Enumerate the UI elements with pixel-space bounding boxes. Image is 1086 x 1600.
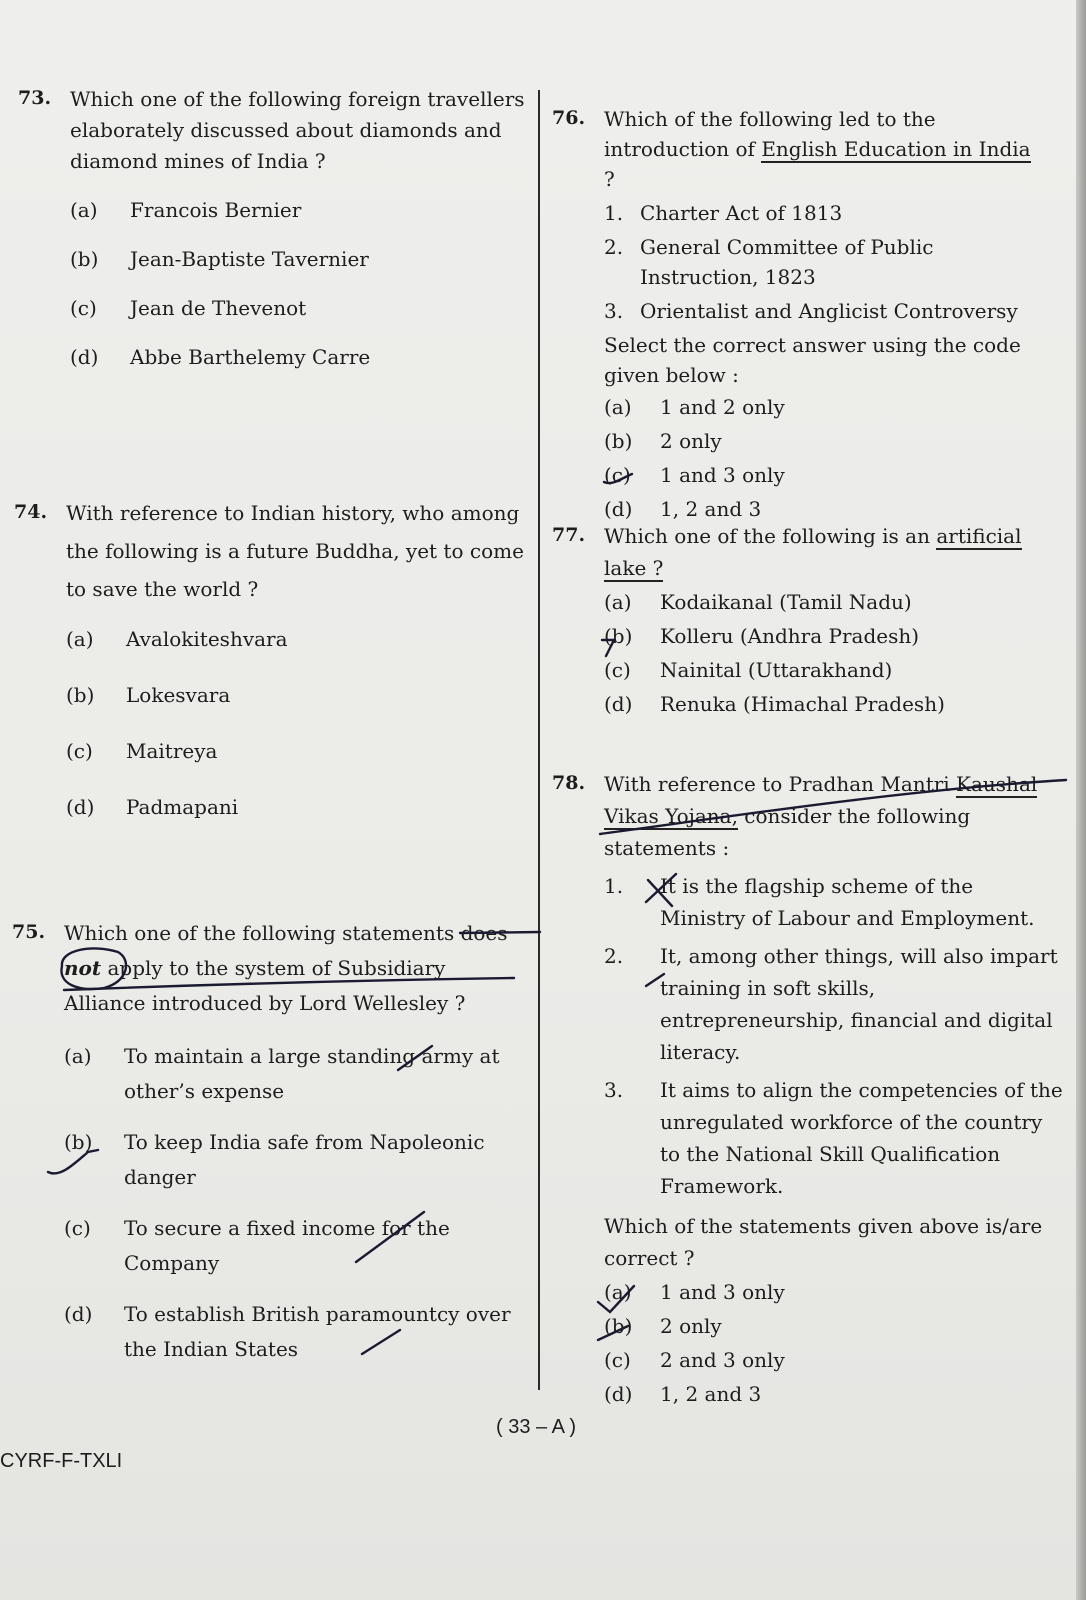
question-number: 76. bbox=[552, 107, 586, 129]
option-b[interactable]: (b) Lokesvara bbox=[66, 683, 231, 707]
underlined-phrase: artificial lake ? bbox=[604, 524, 1022, 580]
option-a[interactable]: (a) Francois Bernier bbox=[70, 198, 302, 222]
option-d[interactable]: (d) 1, 2 and 3 bbox=[604, 1382, 762, 1406]
option-d[interactable]: (d) Abbe Barthelemy Carre bbox=[70, 345, 371, 369]
option-c[interactable]: (c) To secure a fixed income for the Company bbox=[64, 1216, 450, 1275]
question-text: With reference to Pradhan Mantri Kaushal Vikas Yojana, consider the following statements : bbox=[604, 772, 1038, 860]
statement-2: 2. It, among other things, will also impart training in soft skills, entrepreneurship, financial and digital literacy. bbox=[604, 944, 1058, 1064]
statements-list bbox=[604, 198, 1046, 326]
question-text: Which one of the following foreign travellers elaborately discussed about diamonds and diamond mines of India ? bbox=[70, 87, 525, 173]
statement-1: 1. It is the flagship scheme of the Ministry of Labour and Employment. bbox=[604, 874, 1035, 930]
page-edge-shadow bbox=[1076, 0, 1086, 1600]
options-list bbox=[604, 1276, 1064, 1410]
option-d[interactable]: (d) 1, 2 and 3 bbox=[604, 497, 762, 521]
option-b[interactable]: (b) 2 only bbox=[604, 1314, 722, 1338]
question-74 bbox=[14, 494, 530, 826]
statement-2: 2. General Committee of Public Instruction, 1823 bbox=[604, 235, 934, 289]
option-c[interactable]: (c) Maitreya bbox=[66, 739, 218, 763]
statement-1: 1. Charter Act of 1813 bbox=[604, 201, 843, 225]
statements-list bbox=[604, 870, 1064, 1202]
options-list bbox=[604, 392, 1046, 524]
option-b[interactable]: (b) Jean-Baptiste Tavernier bbox=[70, 247, 369, 271]
option-c[interactable]: (c) Nainital (Uttarakhand) bbox=[604, 658, 893, 682]
question-73 bbox=[18, 84, 530, 373]
question-77 bbox=[552, 520, 1046, 720]
option-a[interactable]: (a) To maintain a large standing army at other’s expense bbox=[64, 1044, 500, 1103]
page-number: ( 33 – A ) bbox=[496, 1416, 577, 1438]
emphasis-not: not bbox=[64, 956, 102, 980]
column-divider bbox=[538, 90, 540, 1390]
option-b[interactable]: (b) Kolleru (Andhra Pradesh) bbox=[604, 624, 920, 648]
statement-3: 3. It aims to align the competencies of the unregulated workforce of the country to the National Skill Qualification Framework. bbox=[604, 1078, 1063, 1198]
instruction-text: Select the correct answer using the code given below : bbox=[604, 333, 1021, 387]
question-text: With reference to Indian history, who among the following is a future Buddha, yet to come to save the world ? bbox=[66, 501, 524, 601]
options-list bbox=[64, 1039, 530, 1367]
option-b[interactable]: (b) To keep India safe from Napoleonic danger bbox=[64, 1130, 485, 1189]
option-b[interactable]: (b) 2 only bbox=[604, 429, 722, 453]
question-text: Which of the following led to the introduction of English Education in India ? bbox=[604, 107, 1031, 191]
option-a[interactable]: (a) Avalokiteshvara bbox=[66, 627, 288, 651]
option-d[interactable]: (d) To establish British paramountcy over the Indian States bbox=[64, 1302, 511, 1361]
question-text: Which one of the following statements does not apply to the system of Subsidiary Alliance introduced by Lord Wellesley ? bbox=[64, 921, 508, 1015]
question-number: 77. bbox=[552, 524, 586, 546]
options-list bbox=[604, 586, 1046, 720]
option-c[interactable]: (c) 1 and 3 only bbox=[604, 463, 785, 487]
option-d[interactable]: (d) Padmapani bbox=[66, 795, 239, 819]
option-d[interactable]: (d) Renuka (Himachal Pradesh) bbox=[604, 692, 945, 716]
question-number: 75. bbox=[12, 921, 46, 943]
question-76 bbox=[552, 104, 1046, 524]
question-number: 78. bbox=[552, 772, 586, 794]
options-list bbox=[66, 620, 530, 826]
question-number: 74. bbox=[14, 501, 48, 523]
underlined-phrase: Kaushal Vikas Yojana, bbox=[604, 772, 1038, 828]
statement-3: 3. Orientalist and Anglicist Controversy bbox=[604, 299, 1018, 323]
instruction-text: Which of the statements given above is/are correct ? bbox=[604, 1214, 1043, 1270]
option-a[interactable]: (a) 1 and 3 only bbox=[604, 1280, 785, 1304]
option-c[interactable]: (c) 2 and 3 only bbox=[604, 1348, 785, 1372]
option-a[interactable]: (a) Kodaikanal (Tamil Nadu) bbox=[604, 590, 912, 614]
question-text: Which one of the following is an artificial lake ? bbox=[604, 524, 1022, 580]
options-list bbox=[70, 195, 530, 373]
question-75 bbox=[12, 916, 530, 1367]
option-c[interactable]: (c) Jean de Thevenot bbox=[70, 296, 307, 320]
underlined-phrase: English Education in India bbox=[761, 137, 1031, 161]
question-number: 73. bbox=[18, 87, 52, 109]
option-a[interactable]: (a) 1 and 2 only bbox=[604, 395, 785, 419]
question-78 bbox=[552, 768, 1064, 1410]
booklet-code: CYRF-F-TXLI bbox=[0, 1450, 123, 1472]
